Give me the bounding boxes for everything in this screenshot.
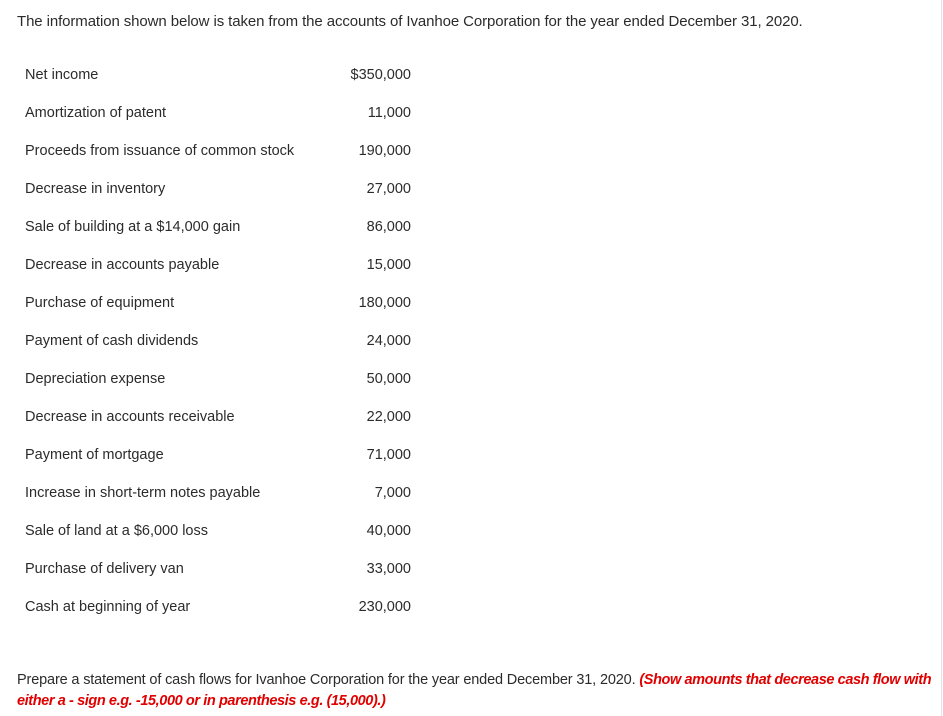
row-label: Purchase of equipment [25, 295, 175, 311]
row-amount: 24,000 [366, 333, 411, 349]
row-amount: 11,000 [367, 105, 411, 121]
row-label: Increase in short-term notes payable [25, 485, 261, 501]
row-amount: 71,000 [366, 447, 411, 463]
row-label: Decrease in accounts receivable [25, 409, 235, 425]
row-amount: 33,000 [366, 561, 411, 577]
row-amount: 22,000 [366, 409, 411, 425]
table-row [25, 132, 411, 170]
table-row [25, 436, 411, 474]
row-label: Amortization of patent [25, 105, 167, 121]
row-amount: 230,000 [358, 599, 411, 615]
instructions-note: (Show amounts that decrease cash flow with either a - sign e.g. -15,000 or in parenthesis e.g. (15,000).) [17, 672, 932, 709]
table-row [25, 512, 411, 550]
row-amount: 86,000 [366, 219, 411, 235]
row-label: Sale of land at a $6,000 loss [25, 523, 208, 539]
table-row [25, 588, 411, 626]
row-amount: 180,000 [358, 295, 411, 311]
table-row [25, 284, 411, 322]
table-row [25, 56, 411, 94]
row-amount: 27,000 [366, 181, 411, 197]
table-row [25, 94, 411, 132]
row-label: Net income [25, 67, 99, 83]
row-label: Decrease in accounts payable [25, 257, 220, 273]
table-row [25, 246, 411, 284]
row-label: Purchase of delivery van [25, 561, 184, 577]
instructions-text [17, 670, 937, 712]
row-amount: 40,000 [366, 523, 411, 539]
row-label: Decrease in inventory [25, 181, 166, 197]
row-amount: 50,000 [366, 371, 411, 387]
row-label: Cash at beginning of year [25, 599, 191, 615]
instructions-main: Prepare a statement of cash flows for Ivanhoe Corporation for the year ended December 31, 2020. [17, 672, 636, 688]
table-row [25, 360, 411, 398]
table-row [25, 398, 411, 436]
row-label: Payment of cash dividends [25, 333, 199, 349]
row-amount: 7,000 [374, 485, 411, 501]
table-row [25, 550, 411, 588]
row-label: Proceeds from issuance of common stock [25, 143, 295, 159]
account-data-table [25, 56, 411, 626]
table-row [25, 208, 411, 246]
table-row [25, 170, 411, 208]
row-label: Depreciation expense [25, 371, 166, 387]
row-amount: 15,000 [366, 257, 411, 273]
intro-text: The information shown below is taken from the accounts of Ivanhoe Corporation for the year ended December 31, 2020. [17, 13, 803, 30]
table-row [25, 322, 411, 360]
row-label: Payment of mortgage [25, 447, 164, 463]
table-row [25, 474, 411, 512]
row-label: Sale of building at a $14,000 gain [25, 219, 241, 235]
row-amount: $350,000 [350, 67, 411, 83]
account-data-rows [25, 56, 411, 626]
row-amount: 190,000 [358, 143, 411, 159]
